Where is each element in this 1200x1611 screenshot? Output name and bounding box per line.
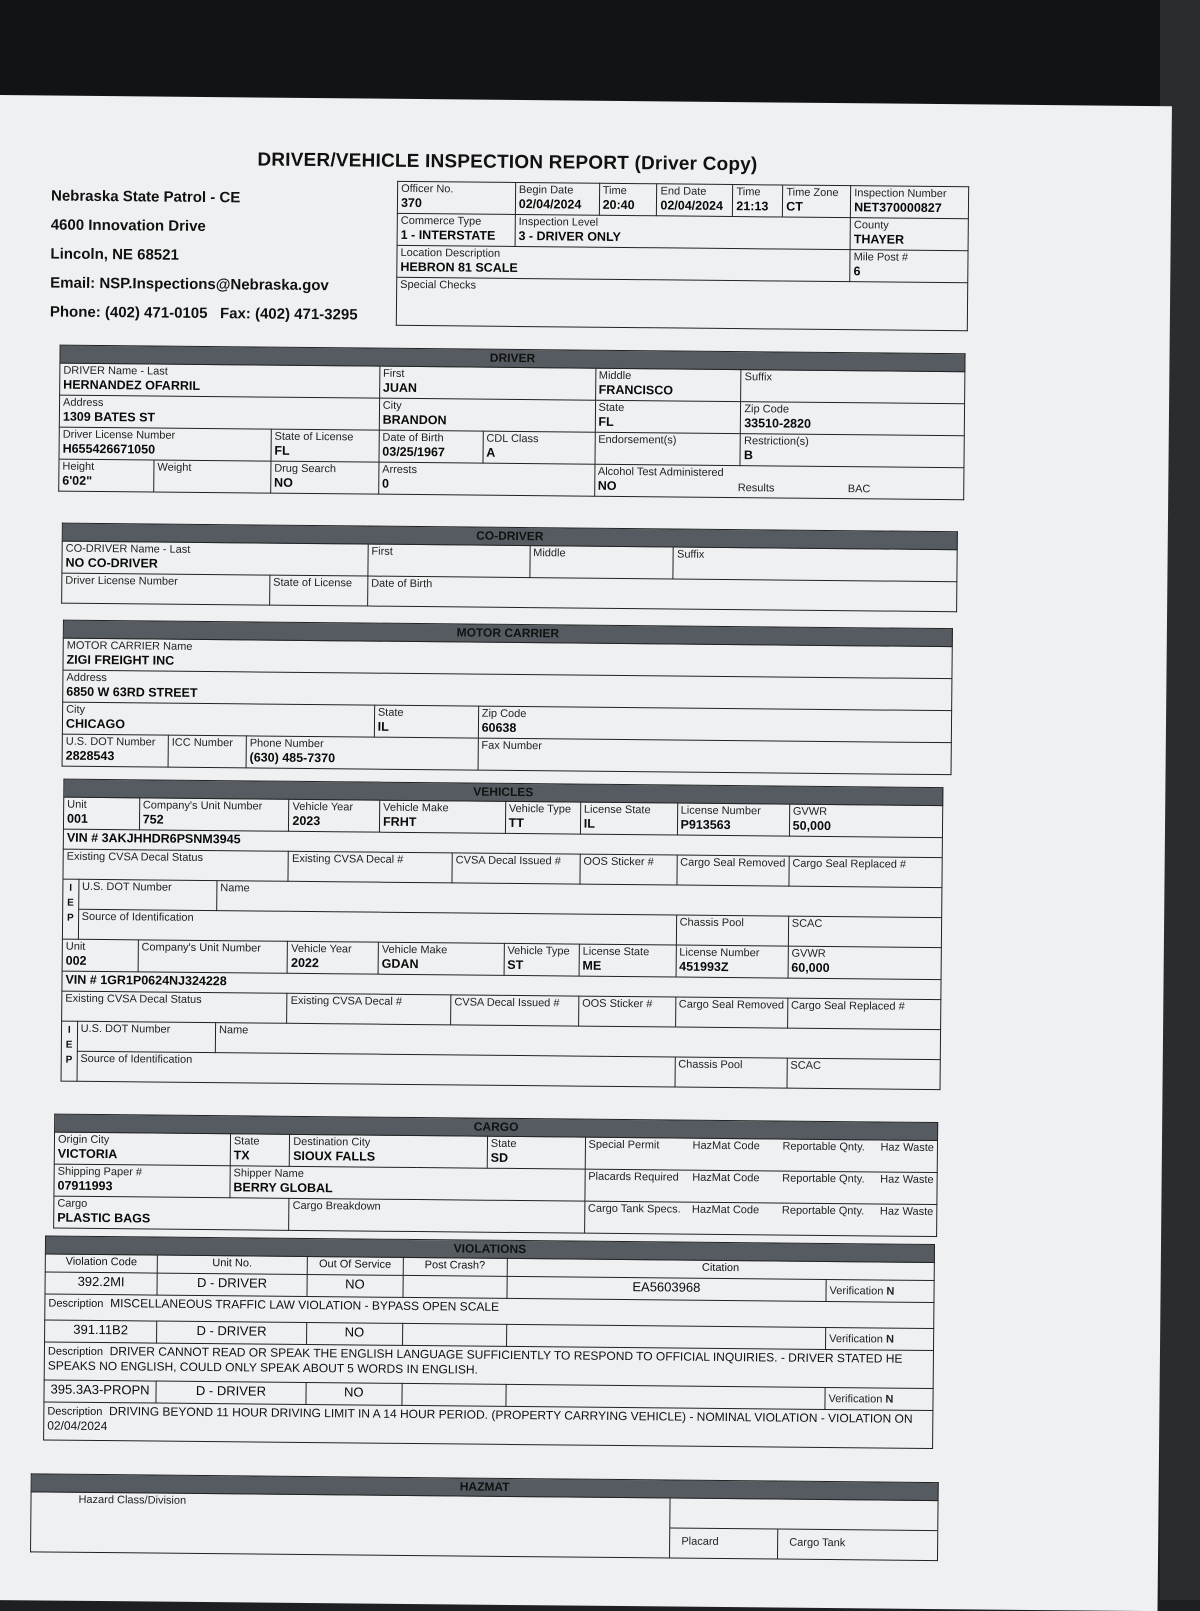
driver-address: 1309 BATES ST [62,409,156,425]
license-number: P913563 [680,817,731,833]
driver-arrests-cell: Arrests 0 [378,462,594,496]
time-zone-cell: Time Zone CT [783,185,851,218]
violation-verification: N [885,1393,894,1406]
agency-street: 4600 Innovation Drive [50,216,206,235]
driver-height: 6'02" [62,473,93,488]
violation-post-crash [402,1323,506,1346]
carrier-zip: 60638 [481,720,517,735]
officer-no-cell: Officer No. 370 [397,181,515,214]
cargo-description: PLASTIC BAGS [57,1210,151,1226]
shipper-name-cell: Shipper Name BERRY GLOBAL [230,1166,585,1201]
driver-license: H655426671050 [62,441,156,457]
violation-unit: D - DRIVER [157,1273,307,1296]
carrier-name-cell: MOTOR CARRIER Name ZIGI FREIGHT INC [63,638,952,679]
gvwr-cell: GVWR 50,000 [789,804,943,837]
inspection-level: 3 - DRIVER ONLY [518,228,621,244]
oos-sticker-cell: OOS Sticker # [580,854,677,885]
driver-restriction: B [743,448,754,463]
unit-number: 001 [66,811,88,826]
unit-no-header: Unit No. [157,1255,307,1274]
iep-dot-cell: U.S. DOT Number [78,879,217,910]
carrier-name: ZIGI FREIGHT INC [66,652,175,668]
iep-dot-cell: U.S. DOT Number [77,1021,216,1052]
codriver-dob-cell: Date of Birth [367,576,956,612]
violation-oos: NO [307,1275,403,1298]
violation-code: 395.3A3-PROPN [44,1380,156,1403]
shipping-paper-cell: Shipping Paper # 07911993 [54,1164,230,1198]
driver-suffix-cell: Suffix [741,370,965,404]
chassis-pool-cell: Chassis Pool [675,1057,787,1088]
commerce-type: 1 - INTERSTATE [400,227,496,243]
vehicle-make: GDAN [381,956,419,972]
driver-middle-cell: Middle FRANCISCO [595,368,741,401]
violation-code: 392.2MI [45,1272,157,1295]
violation-code: 391.11B2 [45,1320,157,1343]
vehicle-year: 2023 [292,813,321,829]
source-id-cell: Source of Identification [77,1051,675,1087]
driver-city-cell: City BRANDON [379,398,595,432]
driver-license-state-cell: State of License FL [271,429,379,462]
cargo-tank-cell: Cargo Tank Specs. HazMat Code Reportable Qnty. Haz Waste [584,1201,937,1236]
driver-first-name: JUAN [382,380,418,396]
violation-verification-cell: Verification N [826,1327,934,1350]
driver-address-cell: Address 1309 BATES ST [59,395,379,430]
special-checks-cell: Special Checks [396,277,967,330]
agency-city: Lincoln, NE 68521 [50,245,179,264]
origin-state-cell: State TX [230,1134,290,1167]
seal-replaced-cell: Cargo Seal Replaced # [789,856,943,887]
agency-phone: Phone: (402) 471-0105 [49,303,208,323]
driver-zip: 33510-2820 [744,416,812,431]
codriver-section-header: CO-DRIVER [62,523,957,550]
license-state-cell: License State ME [579,944,676,977]
violation-unit: D - DRIVER [156,1381,306,1404]
agency-block [50,181,359,329]
violation-description-row: Description DRIVING BEYOND 11 HOUR DRIVING LIMIT IN A 14 HOUR PERIOD. (PROPERTY CARRYING VEHICLE) - NOMINAL VIOLATION - VIOLATION ON 02/04/2024 [44,1402,933,1449]
vehicle-type-cell: Vehicle Type TT [505,801,580,834]
begin-time-cell: Time 20:40 [599,183,657,216]
carrier-city-cell: City CHICAGO [62,702,374,737]
license-number-cell: License Number P913563 [677,803,789,836]
carrier-section-header: MOTOR CARRIER [63,620,952,647]
vehicle-year-cell: Vehicle Year 2023 [289,799,380,832]
codriver-license-cell: Driver License Number [62,573,270,605]
placard-label: Placard [681,1535,719,1548]
decal-status-cell: Existing CVSA Decal Status [62,991,288,1023]
vehicle-make-cell: Vehicle Make GDAN [378,942,504,975]
carrier-dot: 2828543 [65,748,115,764]
decal-number-cell: Existing CVSA Decal # [287,993,451,1025]
license-state: IL [583,816,596,831]
officer-no: 370 [400,195,422,211]
iep-label: I E P [62,879,78,939]
carrier-phone: (630) 485-7370 [249,750,336,766]
gvwr: 50,000 [792,818,832,834]
unit-number-cell: Unit 002 [62,939,138,972]
special-permit-cell: Special Permit HazMat Code Reportable Qnty. Haz Waste [585,1137,938,1172]
vin: 1GR1P0624NJ324228 [100,973,227,989]
vin-cell: VIN # 1GR1P0624NJ324228 [62,971,941,999]
driver-section [58,345,965,501]
cargo-section [53,1114,938,1237]
license-state: ME [582,958,602,973]
decal-status-cell: Existing CVSA Decal Status [63,849,289,881]
end-time: 21:13 [736,199,769,214]
cargo-cell: Cargo PLASTIC BAGS [54,1196,290,1230]
header-info-table [396,181,969,331]
shipper-name: BERRY GLOBAL [233,1180,333,1196]
violations-section [43,1235,935,1449]
violation-description: DRIVER CANNOT READ OR SPEAK THE ENGLISH LANGUAGE SUFFICIENTLY TO RESPOND TO OFFICIAL INQUIRIES. - DRIVER STATED HE SPEAKS NO ENGLISH, COULD ONLY SPEAK ABOUT 5 WORDS IN ENGLISH. [47,1344,903,1377]
begin-date-cell: Begin Date 02/04/2024 [515,182,599,215]
carrier-state: IL [377,719,389,734]
carrier-fax-cell: Fax Number [478,738,952,775]
driver-endorsement-cell: Endorsement(s) [594,432,740,465]
carrier-city: CHICAGO [65,716,126,732]
hazmat-section [30,1473,939,1561]
citation-header: Citation [507,1258,935,1280]
company-unit-number: 752 [142,812,164,827]
carrier-icc-cell: ICC Number [168,735,246,768]
oos-sticker-cell: OOS Sticker # [578,996,675,1027]
license-state-cell: License State IL [580,802,677,835]
violation-oos: NO [306,1322,402,1345]
driver-zip-cell: Zip Code 33510-2820 [741,402,965,436]
driver-drug-search: NO [274,475,293,490]
carrier-phone-cell: Phone Number (630) 485-7370 [246,736,478,770]
hazard-class-cell [31,1492,671,1558]
driver-drug-cell: Drug Search NO [270,461,378,494]
driver-weight-label: Weight [157,461,192,474]
source-id-cell: Source of Identification [78,909,676,945]
vehicles-section [61,779,944,1090]
origin-city: VICTORIA [57,1146,118,1162]
iep-name-cell: Name [217,881,942,918]
violation-description: MISCELLANEOUS TRAFFIC LAW VIOLATION - BYPASS OPEN SCALE [110,1296,500,1314]
destination-city-cell: Destination City SIOUX FALLS [290,1134,488,1168]
cargo-section-header: CARGO [55,1114,938,1140]
violation-code-header: Violation Code [45,1254,157,1273]
agency-email: Email: NSP.Inspections@Nebraska.gov [50,274,329,295]
violation-post-crash [402,1383,506,1406]
violation-citation [505,1384,825,1409]
agency-phone-fax [50,297,358,329]
driver-results-label: Results [737,482,775,495]
gvwr-cell: GVWR 60,000 [788,946,942,979]
shipping-paper: 07911993 [57,1178,113,1194]
codriver-suffix-cell: Suffix [673,547,957,582]
time-zone: CT [786,199,803,214]
origin-state: TX [233,1148,250,1163]
driver-state: FL [598,414,614,429]
vin: 3AKJHHDR6PSNM3945 [101,831,241,847]
seal-replaced-cell: Cargo Seal Replaced # [787,998,941,1029]
codriver-first-cell: First [368,544,530,578]
driver-cdl-cell: CDL Class A [483,431,595,464]
placard-cell [670,1528,778,1559]
codriver-middle-cell: Middle [529,546,673,579]
inspection-number-cell: Inspection Number NET370000827 [851,186,969,219]
violations-section-header: VIOLATIONS [45,1236,934,1263]
iep-label: I E P [61,1021,77,1081]
end-date-cell: End Date 02/04/2024 [657,184,733,217]
driver-license-cell: Driver License Number H655426671050 [59,427,271,461]
driver-height-cell: Height 6'02" Weight [59,459,271,493]
violation-unit: D - DRIVER [157,1321,307,1344]
vehicle-type: TT [508,815,525,831]
license-number-cell: License Number 451993Z [676,945,788,978]
inspection-level-cell: Inspection Level 3 - DRIVER ONLY [515,214,851,249]
mile-post: 6 [853,264,861,279]
codriver-license-state-cell: State of License [269,575,367,606]
county-cell: County THAYER [850,218,968,251]
violation-description: DRIVING BEYOND 11 HOUR DRIVING LIMIT IN A 14 HOUR PERIOD. (PROPERTY CARRYING VEHICLE) - NOMINAL VIOLATION - VIOLATION ON 02/04/2024 [47,1404,913,1434]
vehicle-make: FRHT [383,814,417,830]
violation-description-row: Description DRIVER CANNOT READ OR SPEAK THE ENGLISH LANGUAGE SUFFICIENTLY TO RESPOND TO OFFICIAL INQUIRIES. - DRIVER STATED HE SPEAKS NO ENGLISH, COULD ONLY SPEAK ABOUT 5 WORDS IN ENGLISH. [44,1342,933,1389]
license-number: 451993Z [679,959,729,975]
mile-post-cell: Mile Post # 6 [850,250,968,283]
codriver-last-name: NO CO-DRIVER [65,555,158,571]
carrier-address: 6850 W 63RD STREET [66,684,198,700]
vehicles-section-header: VEHICLES [64,779,943,805]
decal-issued-cell: CVSA Decal Issued # [452,853,580,884]
driver-dob-cell: Date of Birth 03/25/1967 [379,430,483,463]
scac-cell: SCAC [787,1058,941,1089]
violation-description-row: Description MISCELLANEOUS TRAFFIC LAW VIOLATION - BYPASS OPEN SCALE [45,1294,934,1329]
violation-oos: NO [306,1382,402,1405]
inspection-number: NET370000827 [854,200,942,216]
violation-verification: N [885,1333,895,1346]
driver-restriction-cell: Restriction(s) B [740,434,964,468]
driver-arrests: 0 [381,476,390,491]
carrier-state-cell: State IL [374,705,478,738]
unit-number: 002 [65,953,87,968]
driver-dob: 03/25/1967 [382,444,445,460]
location-cell: Location Description HEBRON 81 SCALE [397,245,850,281]
chassis-pool-cell: Chassis Pool [676,915,788,946]
commerce-type-cell: Commerce Type 1 - INTERSTATE [397,213,515,246]
hazmat-section-header: HAZMAT [31,1474,938,1501]
violation-verification-cell: Verification N [825,1387,933,1410]
carrier-address-cell: Address 6850 W 63RD STREET [63,670,952,711]
driver-first-cell: First JUAN [379,366,595,400]
begin-time: 20:40 [602,197,635,213]
driver-bac-label: BAC [847,483,871,496]
inspection-report-page [0,95,1172,1611]
vin-cell: VIN # 3AKJHHDR6PSNM3945 [63,829,942,857]
cargo-tank-hazmat-cell [778,1529,938,1561]
cargo-tank-label: Cargo Tank [789,1536,846,1550]
scac-cell: SCAC [788,916,942,947]
destination-state: SD [490,1150,509,1165]
driver-license-state: FL [274,443,290,458]
agency-fax: Fax: (402) 471-3295 [219,305,358,324]
violation-verification: N [886,1285,895,1298]
location: HEBRON 81 SCALE [400,259,518,275]
decal-number-cell: Existing CVSA Decal # [288,851,452,883]
driver-alcohol-cell: Alcohol Test Administered NO Results BAC [594,464,964,500]
vehicle-type: ST [507,957,524,973]
iep-name-cell: Name [215,1023,940,1060]
gvwr: 60,000 [791,960,830,976]
origin-city-cell: Origin City VICTORIA [54,1132,230,1166]
unit-number-cell: Unit 001 [63,797,139,830]
out-of-service-header: Out Of Service [307,1257,403,1276]
carrier-section [62,620,953,776]
background-car-seat [0,0,1200,110]
carrier-zip-cell: Zip Code 60638 [478,706,952,743]
county: THAYER [853,232,905,247]
seal-removed-cell: Cargo Seal Removed [676,855,788,886]
company-unit-cell: Company's Unit Number [138,940,288,973]
driver-state-cell: State FL [595,400,741,433]
carrier-dot-cell: U.S. DOT Number 2828543 [62,734,168,767]
vehicle-year-cell: Vehicle Year 2022 [287,941,378,974]
agency-name: Nebraska State Patrol - CE [50,187,241,207]
driver-alcohol: NO [597,478,617,493]
hazard-class-label: Hazard Class/Division [78,1493,187,1507]
end-date: 02/04/2024 [660,198,724,213]
violation-citation: EA5603968 [507,1276,827,1301]
vehicle-make-cell: Vehicle Make FRHT [379,800,505,833]
seal-removed-cell: Cargo Seal Removed [675,997,787,1028]
post-crash-header: Post Crash? [403,1257,507,1276]
driver-section-header: DRIVER [60,345,965,372]
end-time-cell: Time 21:13 [733,185,783,217]
violation-post-crash [403,1275,507,1298]
codriver-section [61,523,958,613]
report-title: DRIVER/VEHICLE INSPECTION REPORT (Driver Copy) [257,149,758,176]
codriver-last-cell: CO-DRIVER Name - Last NO CO-DRIVER [62,541,368,576]
decal-issued-cell: CVSA Decal Issued # [451,995,579,1026]
company-unit-cell: Company's Unit Number 752 [139,798,289,831]
driver-cdl: A [486,445,496,460]
begin-date: 02/04/2024 [518,196,582,212]
violation-citation [506,1324,826,1349]
driver-last-cell: DRIVER Name - Last HERNANDEZ OFARRIL [60,363,380,398]
placards-cell: Placards Required HazMat Code Reportable Qnty. Haz Waste [584,1169,937,1204]
driver-middle-name: FRANCISCO [598,382,674,398]
driver-last-name: HERNANDEZ OFARRIL [63,377,201,393]
driver-city: BRANDON [382,412,447,428]
destination-city: SIOUX FALLS [293,1148,376,1164]
vehicle-year: 2022 [290,955,319,971]
cargo-breakdown-cell: Cargo Breakdown [289,1198,585,1233]
destination-state-cell: State SD [487,1136,585,1169]
vehicle-type-cell: Vehicle Type ST [504,943,579,976]
violation-verification-cell: Verification N [826,1279,934,1302]
